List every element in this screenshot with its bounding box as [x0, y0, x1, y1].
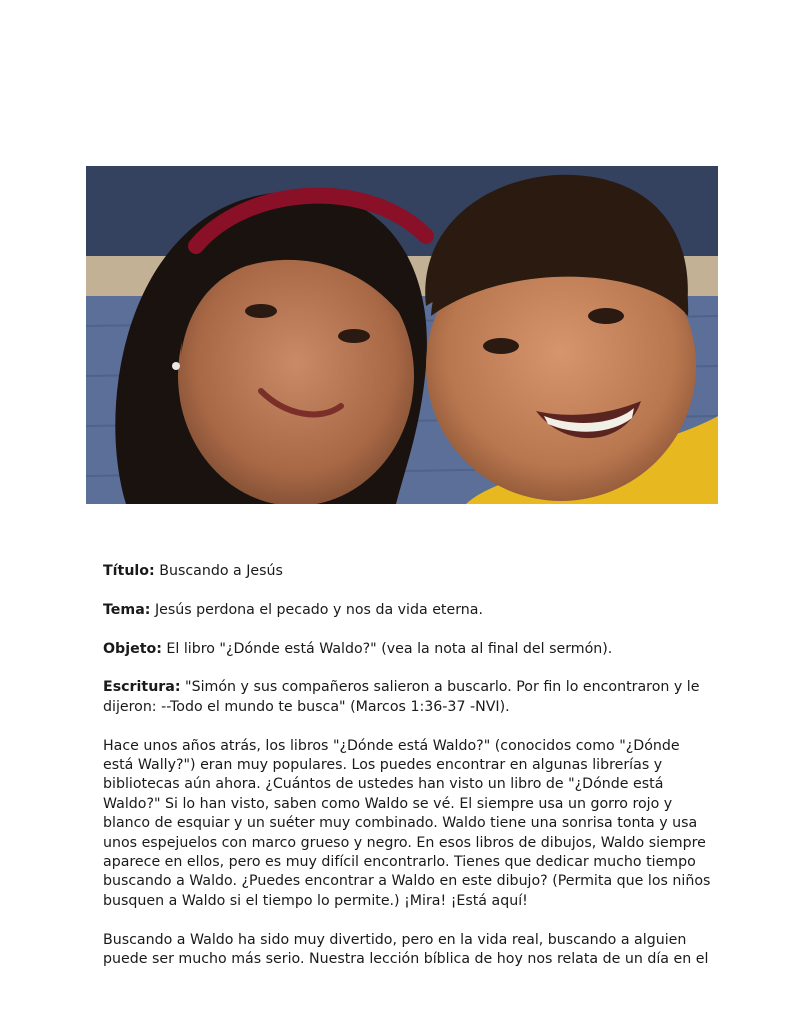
- field-label: Tema:: [103, 601, 151, 618]
- paragraph: Buscando a Waldo ha sido muy divertido, pero en la vida real, buscando a alguien puede ser mucho más serio. Nuestra lección bíblica de hoy nos relata de un día en el: [103, 931, 709, 968]
- field-value: El libro "¿Dónde está Waldo?" (vea la nota al final del sermón).: [161, 640, 613, 657]
- paragraph: Hace unos años atrás, los libros "¿Dónde está Waldo?" (conocidos como "¿Dónde está Wally?") eran muy populares. Los puedes encontrar en algunas librerías y bibliotecas aún ahora. ¿Cuántos de ustedes han visto un libro de "¿Dónde está Waldo?" Si lo han visto, saben como Waldo se vé. El siempre usa un gorro rojo y blanco de esquiar y un suéter muy combinado. Waldo tiene una sonrisa tonta y usa unos espejuelos con marco grueso y negro. En esos libros de dibujos, Waldo siempre aparece en ellos, pero es muy difícil encontrarlo. Tienes que dedicar mucho tiempo buscando a Waldo. ¿Puedes encontrar a Waldo en este dibujo? (Permita que los niños busquen a Waldo si el tiempo lo permite.) ¡Mira! ¡Está aquí!: [103, 737, 711, 909]
- field-value: "Simón y sus compañeros salieron a buscarlo. Por fin lo encontraron y le dijeron: --Todo el mundo te busca" (Marcos 1:36-37 -NVI).: [103, 679, 700, 715]
- field-label: Objeto:: [103, 640, 162, 657]
- field-label: Escritura:: [103, 679, 181, 696]
- field-value: Jesús perdona el pecado y nos da vida eterna.: [150, 601, 483, 618]
- field-titulo: [103, 562, 713, 581]
- field-value: Buscando a Jesús: [154, 563, 283, 579]
- sermon-text: [103, 562, 713, 989]
- field-objeto: [103, 640, 713, 659]
- field-label: Título:: [103, 563, 155, 579]
- photo-children: [86, 166, 718, 504]
- field-tema: [103, 601, 713, 620]
- field-escritura: [103, 678, 713, 717]
